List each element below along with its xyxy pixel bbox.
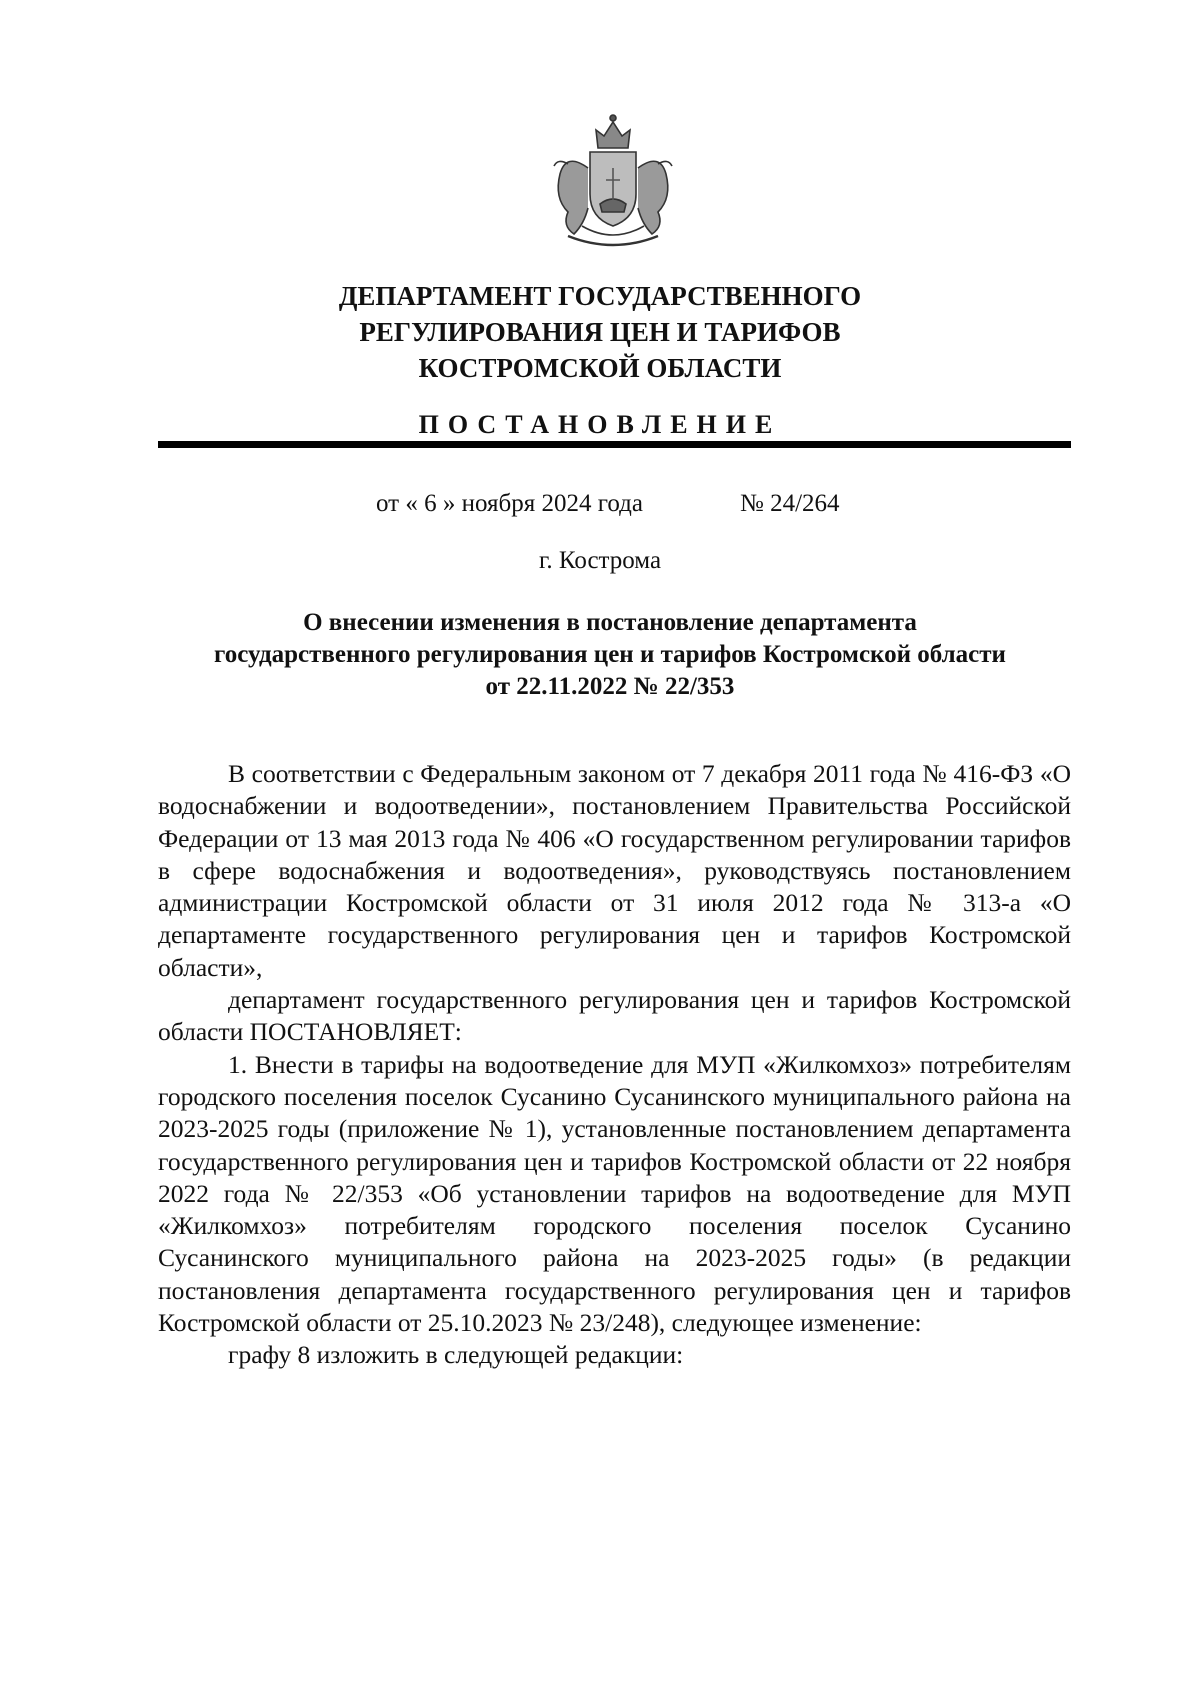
body-paragraph-4: графу 8 изложить в следующей редакции: <box>228 1340 684 1370</box>
org-line-2: РЕГУЛИРОВАНИЯ ЦЕН И ТАРИФОВ <box>359 317 841 347</box>
header-divider <box>158 441 1071 448</box>
document-subject <box>150 607 1070 703</box>
document-date: от « 6 » ноября 2024 года <box>376 490 643 517</box>
subject-line-2: государственного регулирования цен и тарифов Костромской области <box>214 641 1006 668</box>
coat-of-arms-icon <box>538 108 688 256</box>
body-paragraph-2: департамент государственного регулирования цен и тарифов Костромской области ПОСТАНОВЛЯЕТ: <box>158 985 1071 1047</box>
document-body <box>158 758 1071 1372</box>
document-type: ПОСТАНОВЛЕНИЕ <box>418 410 782 439</box>
org-line-1: ДЕПАРТАМЕНТ ГОСУДАРСТВЕННОГО <box>338 281 862 311</box>
document-city: г. Кострома <box>538 547 662 574</box>
subject-line-3: от 22.11.2022 № 22/353 <box>485 673 735 700</box>
subject-line-1: О внесении изменения в постановление департамента <box>303 609 917 636</box>
body-paragraph-3: 1. Внести в тарифы на водоотведение для МУП «Жилкомхоз» потребителям городского поселения поселок Сусанино Сусанинского муниципального района на 2023-2025 годы (приложение № 1), установленные постановлением департамента государственного регулирования цен и тарифов Костромской области от 22 ноября 2022 года № 22/353 «Об установлении тарифов на водоотведение для МУП «Жилкомхоз» потребителям городского поселения поселок Сусанино Сусанинского муниципального района на 2023-2025 годы» (в редакции постановления департамента государственного регулирования цен и тарифов Костромской области от 25.10.2023 № 23/248), следующее изменение: <box>158 1049 1071 1338</box>
body-paragraph-1: В соответствии с Федеральным законом от 7 декабря 2011 года № 416-ФЗ «О водоснабжении и водоотведении», постановлением Правительства Российской Федерации от 13 мая 2013 года № 406 «О государственном регулировании тарифов в сфере водоснабжения и водоотведения», руководствуясь постановлением администрации Костромской области от 31 июля 2012 года № 313-а «О департаменте государственного регулирования цен и тарифов Костромской области», <box>158 759 1071 982</box>
organization-name <box>200 278 1000 386</box>
document-number: № 24/264 <box>740 490 840 517</box>
org-line-3: КОСТРОМСКОЙ ОБЛАСТИ <box>418 353 782 383</box>
